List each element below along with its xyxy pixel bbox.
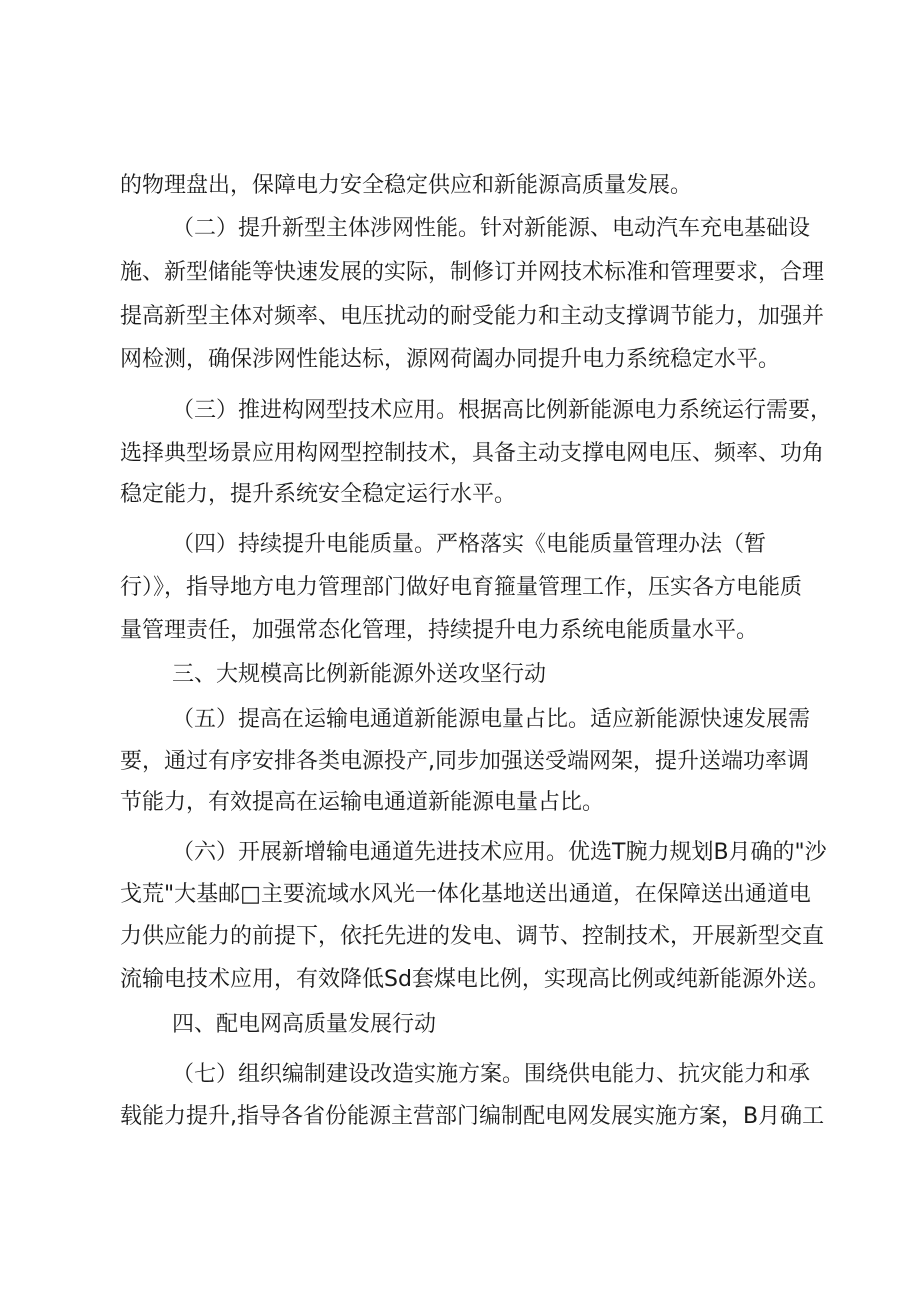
paragraph-line: 要，通过有序安排各类电源投产,同步加强送受端网架，提升送端功率调 <box>120 749 809 774</box>
section-heading-3: （三）推进构网型技术应用。根据高比例新能源电力系统运行需要， <box>172 398 833 423</box>
paragraph-line: 的物理盘出，保障电力安全稳定供应和新能源高质量发展。 <box>120 173 693 198</box>
section-heading-6: （六）开展新增输电通道先进技术应用。优选T腕力规划B月确的"沙 <box>172 840 827 865</box>
paragraph-line: 节能力，有效提高在运输电通道新能源电量占比。 <box>120 790 605 815</box>
paragraph-line: 网检测，确保涉网性能达标，源网荷阖办同提升电力系统稳定水平。 <box>120 347 781 372</box>
section-heading-4: （四）持续提升电能质量。严格落实《电能质量管理办法（暂 <box>172 532 767 557</box>
paragraph-line: 行）》，指导地方电力管理部门做好电育箍量管理工作，压实各方电能质 <box>120 575 803 600</box>
section-heading-7: （七）组织编制建设改造实施方案。围绕供电能力、抗灾能力和承 <box>172 1062 811 1087</box>
paragraph-line: 施、新型储能等快速发展的实际，制修订并网技术标准和管理要求，合理 <box>120 260 825 285</box>
paragraph-line: 稳定能力，提升系统安全稳定运行水平。 <box>120 482 517 507</box>
paragraph-line: 选择典型场景应用构网型控制技术，具备主动支撑电网电压、频率、功角 <box>120 441 825 466</box>
paragraph-line: 流输电技术应用，有效降低Sd套煤电比例，实现高比例或纯新能源外送。 <box>120 967 830 992</box>
paragraph-line: 戈荒"大基邮□主要流域水风光一体化基地送出通道，在保障送出通道电 <box>120 882 811 907</box>
paragraph-line: 力供应能力的前提下，依托先进的发电、调节、控制技术，开展新型交直 <box>120 924 825 949</box>
paragraph-line: 提高新型主体对频率、电压扰动的耐受能力和主动支撑调节能力，加强并 <box>120 304 825 329</box>
paragraph-line: 量管理责任，加强常态化管理，持续提升电力系统电能质量水平。 <box>120 618 759 643</box>
chapter-heading-3: 三、大规模高比例新能源外送攻坚行动 <box>172 662 547 687</box>
section-heading-2: （二）提升新型主体涉网性能。针对新能源、电动汽车充电基础设 <box>172 216 811 241</box>
section-heading-5: （五）提高在运输电通道新能源电量占比。适应新能源快速发展需 <box>172 707 811 732</box>
paragraph-line: 载能力提升,指导各省份能源主营部门编制配电网发展实施方案，B月确工 <box>120 1104 825 1129</box>
chapter-heading-4: 四、配电网高质量发展行动 <box>172 1012 437 1037</box>
